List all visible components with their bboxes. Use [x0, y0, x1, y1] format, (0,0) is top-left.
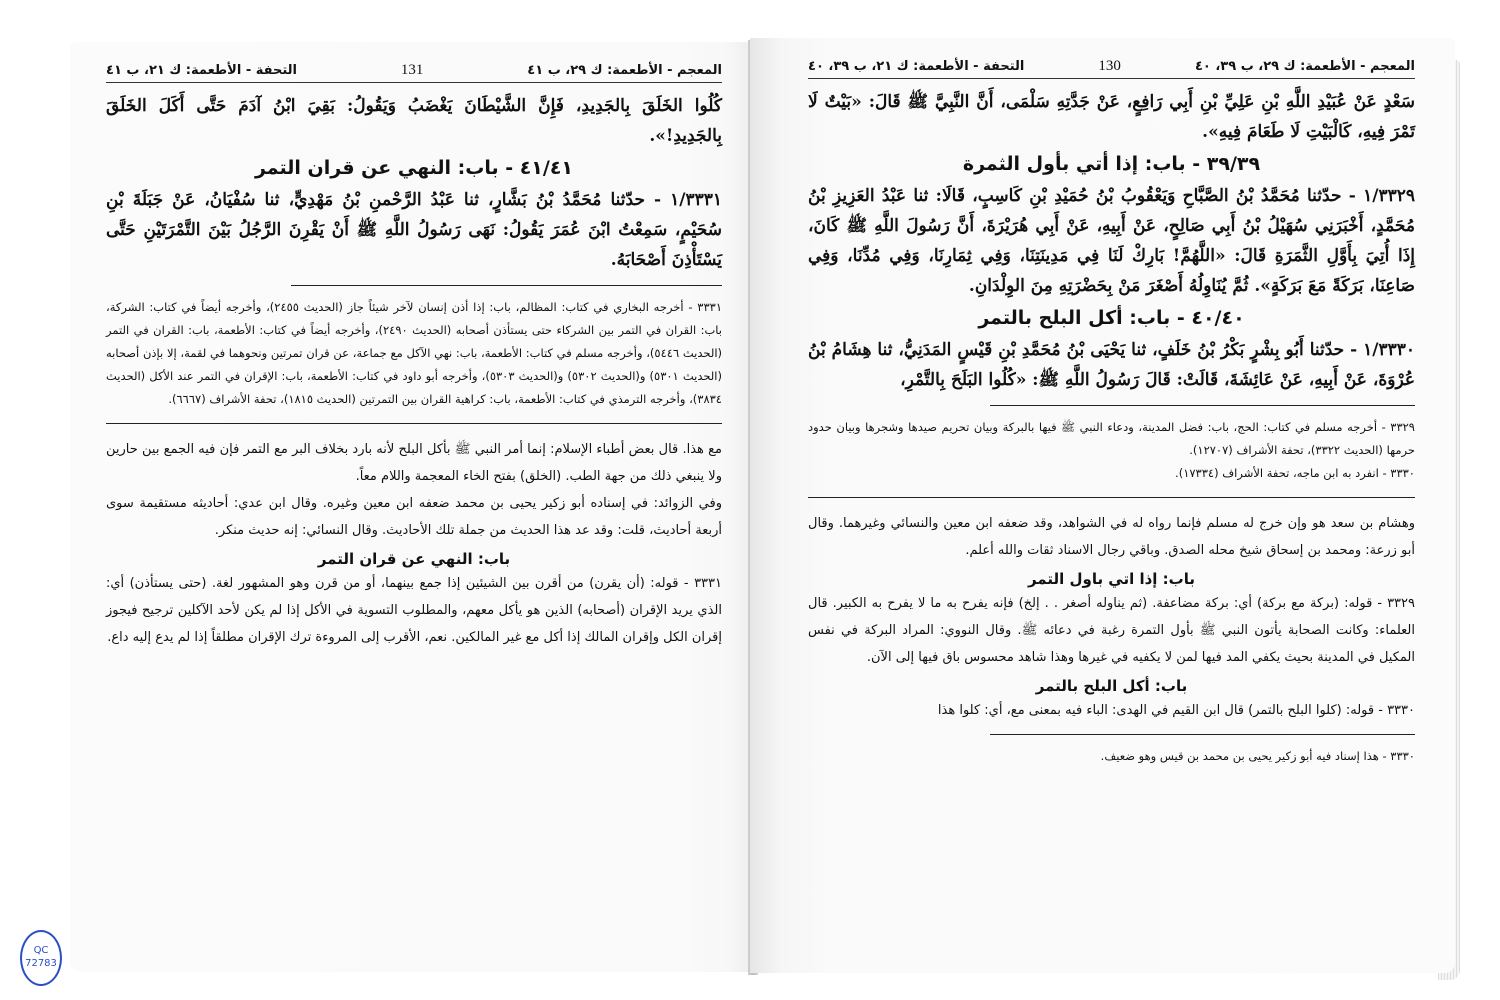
- right-sharh-2: ٣٣٢٩ - قوله: (بركة مع بركة) أي: بركة مضاعفة. (ثم يناوله أصغر . . إلخ) فإنه يفرح به ما لا يفرح به الكبير. قال العلماء: وكانت الصحابة يأتون النبي ﷺ بأول التمرة رغبة في دعائه ﷺ. وقال النووي: المراد البركة في نفس المكيل في المدينة بحيث يكفي المد فيها لمن لا يكفيه في غيرها وهذا شاهد محسوس باق فيها إلى الآن.: [808, 596, 1415, 665]
- right-bottom-note: ٣٣٣٠ - هذا إسناد فيه أبو زكير يحيى بن محمد بن قيس وهو ضعيف.: [1100, 749, 1415, 763]
- right-header-right: المعجم - الأطعمة: ك ٢٩، ب ٣٩، ٤٠: [1194, 59, 1415, 74]
- right-sharh-bab-1: باب: إذا اتي باول التمر: [1027, 570, 1196, 588]
- left-sharh-2: وفي الزوائد: في إسناده أبو زكير يحيى بن محمد ضعفه ابن معين وغيره. وقال ابن عدي: أحاديثه مستقيمة سوى أربعة أحاديث، قلت: وقد عد هذا الحديث من جملة تلك الأحاديث. وقال النسائي: إنه حديث منكر.: [106, 496, 722, 538]
- left-bab-title: ٤١/٤١ - باب: النهي عن قران التمر: [254, 157, 574, 179]
- left-header-right: المعجم - الأطعمة: ك ٢٩، ب ٤١: [527, 63, 722, 78]
- right-header-left: التحفة - الأطعمة: ك ٢١، ب ٣٩، ٤٠: [808, 59, 1025, 74]
- left-sharh-1: مع هذا. قال بعض أطباء الإسلام: إنما أمر النبي ﷺ بأكل البلح لأنه بارد بخلاف البر مع التمر فإن فيه الجمع بين حارين ولا ينبغي ذلك من جهة الطب. (الخلق) بفتح الخاء المعجمة واللام معاً.: [106, 442, 722, 484]
- right-page-number: 130: [1098, 58, 1121, 74]
- left-page-number: 131: [400, 62, 424, 78]
- hadith-3330: ١/٣٣٣٠ - حدّثنا أَبُو بِشْرٍ بَكْرُ بْنُ خَلَفٍ، ثنا يَحْيَى بْنُ مُحَمَّدِ بْنِ قَيْسٍ المَدَنِيُّ، ثنا هِشَامُ بْنُ عُرْوَةَ، عَنْ أَبِيهِ، عَنْ عَائِشَةَ، قَالَتْ: قَالَ رَسُولُ اللَّهِ ﷺ: «كُلُوا البَلَحَ بِالتَّمْرِ،: [808, 340, 1415, 390]
- right-sharh-3: ٣٣٣٠ - قوله: (كلوا البلح بالتمر) قال ابن القيم في الهدى: الباء فيه بمعنى مع، أي: كلوا هذا: [937, 703, 1415, 718]
- left-header-left: التحفة - الأطعمة: ك ٢١، ب ٤١: [106, 63, 298, 78]
- left-footnote-rule: [291, 285, 722, 286]
- right-sharh-rule: [808, 497, 1415, 498]
- right-page: [750, 38, 1455, 973]
- left-page: [70, 42, 760, 972]
- right-footnote-1: ٣٣٢٩ - أخرجه مسلم في كتاب: الحج، باب: فضل المدينة، ودعاء النبي ﷺ فيها بالبركة وبيان تحريم صيدها وشجرها وبيان حدود حرمها (الحديث ٣٣٢٢)، تحفة الأشراف (١٢٧٠٧).: [808, 420, 1415, 457]
- qc-stamp: [20, 930, 62, 986]
- right-sharh-bab-2: باب: أكل البلح بالتمر: [1035, 677, 1188, 695]
- right-footnote-rule: [990, 405, 1415, 406]
- stamp-line-1: QC: [33, 945, 49, 956]
- stamp-line-2: 72783: [25, 958, 57, 969]
- left-sharh-rule: [106, 423, 722, 424]
- left-sharh-bab: باب: النهي عن قران التمر: [317, 550, 511, 568]
- right-sharh-1: وهشام بن سعد هو وإن خرج له مسلم فإنما رواه له في الشواهد، وقد ضعفه ابن معين والنسائي وغيرهما. وقال أبو زرعة: ومحمد بن إسحاق شيخ محله الصدق. وباقي رجال الاسناد ثقات والله أعلم.: [808, 516, 1415, 558]
- right-bottom-rule: [990, 734, 1415, 735]
- hadith-3329: ١/٣٣٢٩ - حدّثنا مُحَمَّدُ بْنُ الصَّبَّاحِ وَيَعْقُوبُ بْنُ حُمَيْدِ بْنِ كَاسِبٍ، قَالَا: ثنا عَبْدُ العَزِيزِ بْنُ مُحَمَّدٍ، أَخْبَرَنِي سُهَيْلُ بْنُ أَبِي صَالِحٍ، عَنْ أَبِيهِ، عَنْ أَبِي هُرَيْرَةَ، أَنَّ رَسُولَ اللَّهِ ﷺ كَانَ، إِذَا أُتِيَ بِأَوَّلِ الثَّمَرَةِ قَالَ: «اللَّهُمَّ! بَارِكْ لَنَا فِي مَدِينَتِنَا، وَفِي ثِمَارِنَا، وَفِي مُدِّنَا، وَفِي صَاعِنَا، بَرَكَةً مَعَ بَرَكَةٍ». ثُمَّ يُنَاوِلُهُ أَصْغَرَ مَنْ بِحَضْرَتِهِ مِنَ الوِلْدَانِ.: [808, 186, 1415, 296]
- left-running-head: [106, 62, 722, 83]
- left-footnote: ٣٣٣١ - أخرجه البخاري في كتاب: المظالم، باب: إذا أذن إنسان لآخر شيئاً جاز (الحديث ٢٤٥٥)، وأخرجه أيضاً في كتاب: الشركة، باب: القران في التمر بين الشركاء حتى يستأذن أصحابه (الحديث ٢٤٩٠)، وأخرجه أيضاً في كتاب: الأطعمة، باب: القران في التمر (الحديث ٥٤٤٦)، وأخرجه مسلم في كتاب: الأطعمة، باب: نهي الآكل مع جماعة، عن قران تمرتين ونحوهما في لقمة، إلا بإذن أصحابه (الحديث ٥٣٠١) و(الحديث ٥٣٠٢) و(الحديث ٥٣٠٣)، وأخرجه أبو داود في كتاب: الأطعمة، باب: الإقران في التمر عند الأكل (الحديث ٣٨٣٤)، وأخرجه الترمذي في كتاب: الأطعمة، باب: كراهية القران بين التمرتين (الحديث ١٨١٥)، تحفة الأشراف (٦٦٦٧).: [106, 300, 723, 406]
- right-footnote-2: ٣٣٣٠ - انفرد به ابن ماجه، تحفة الأشراف (١٧٣٣٤).: [1175, 466, 1415, 480]
- right-top-matn: سَعْدٍ عَنْ عُبَيْدِ اللَّهِ بْنِ عَلِيِّ بْنِ أَبِي رَافِعٍ، عَنْ جَدَّتِهِ سَلْمَى، أَنَّ النَّبِيَّ ﷺ قَالَ: «بَيْتٌ لَا تَمْرَ فِيهِ، كَالْبَيْتِ لَا طَعَامَ فِيهِ».: [808, 92, 1415, 142]
- left-sharh-3: ٣٣٣١ - قوله: (أن يقرن) من أقرن بين الشيئين إذا جمع بينهما، أو من قرن وهو المشهور لغة. (حتى يستأذن) أي: الذي يريد الإقران (أصحابه) الذين هو يأكل معهم، والمطلوب التسوية في الأكل إذا لم يكن لأحد الآكلين ترجيح فيجوز إقران الكل وإقران المالك إذا أكل مع غير المالكين. نعم، الأقرب إلى المروءة ترك الإقران مطلقاً إذا لم يدع إليه داع.: [106, 576, 722, 645]
- hadith-3331: ١/٣٣٣١ - حدّثنا مُحَمَّدُ بْنُ بَشَّارٍ، ثنا عَبْدُ الرَّحْمنِ بْنُ مَهْدِيٍّ، ثنا سُفْيَانُ، عَنْ جَبَلَةَ بْنِ سُحَيْمٍ، سَمِعْتُ ابْنَ عُمَرَ يَقُولُ: نَهَى رَسُولُ اللَّهِ ﷺ أَنْ يَقْرِنَ الرَّجُلُ بَيْنَ التَّمْرَتَيْنِ حَتَّى يَسْتَأْذِنَ أَصْحَابَهُ.: [106, 190, 722, 270]
- right-running-head: [808, 58, 1415, 79]
- bab-40-title: ٤٠/٤٠ - باب: أكل البلح بالتمر: [978, 307, 1245, 329]
- bab-39-title: ٣٩/٣٩ - باب: إذا أتي بأول الثمرة: [962, 153, 1261, 175]
- left-top-matn: كُلُوا الخَلَقَ بِالجَدِيدِ، فَإِنَّ الشَّيْطَانَ يَغْضَبُ وَيَقُولُ: بَقِيَ ابْنُ آدَمَ حَتَّى أَكَلَ الخَلَقَ بِالجَدِيدِ!».: [106, 96, 722, 146]
